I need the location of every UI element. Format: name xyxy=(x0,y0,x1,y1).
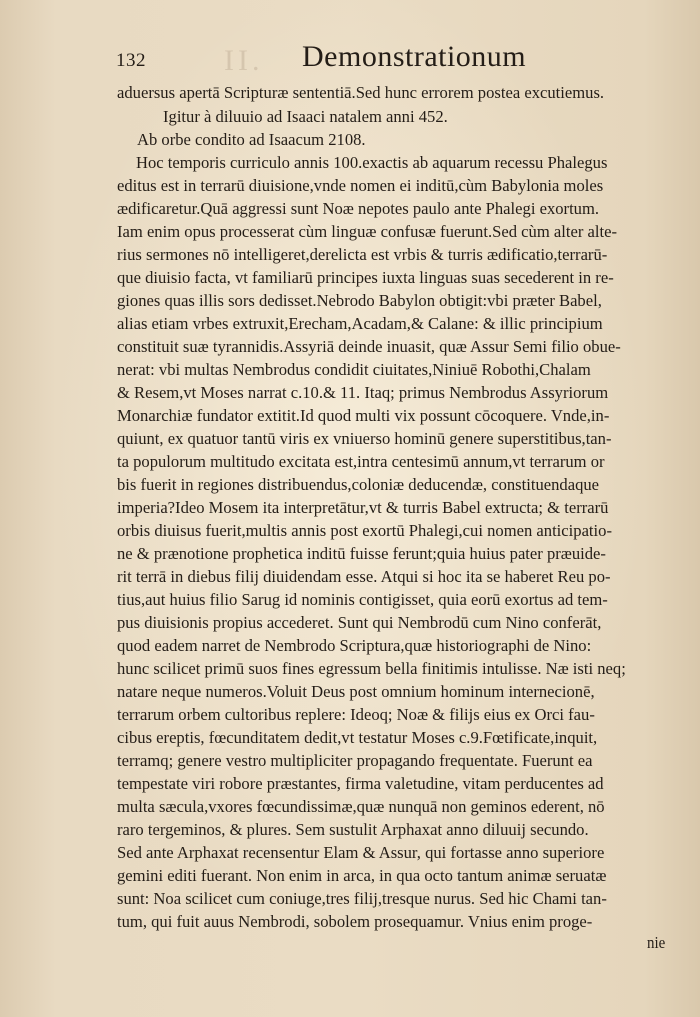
text-line: raro tergeminos, & plures. Sem sustulit Arphaxat anno diluuij secundo. xyxy=(117,820,589,839)
text-line: sunt: Noa scilicet cum coniuge,tres filij,tresque nurus. Sed hic Chami tan- xyxy=(117,889,607,908)
text-line: & Resem,vt Moses narrat c.10.& 11. Itaq; primus Nembrodus Assyriorum xyxy=(117,383,609,402)
text-line: natare neque numeros.Voluit Deus post omnium hominum internecionē, xyxy=(117,682,595,701)
text-line: tempestate viri robore præstantes, firma valetudine, vitam perducentes ad xyxy=(117,774,604,793)
text-line: rius sermones nō intelligeret,derelicta est vrbis & turris ædificatio,terrarū- xyxy=(117,245,608,264)
text-line: alias etiam vrbes extruxit,Erecham,Acadam,& Calane: & illic principium xyxy=(117,314,603,333)
text-line: tius,aut huius filio Sarug id nominis contigisset, quia eorū exortus ad tem- xyxy=(117,590,608,609)
paragraph-first-line: Hoc temporis curriculo annis 100.exactis ab aquarum recessu Phalegus xyxy=(136,153,608,172)
page-header xyxy=(112,40,672,80)
text-line: terramq; genere vestro multipliciter propagando frequentate. Fuerunt ea xyxy=(117,751,593,770)
text-line: constituit suæ tyrannidis.Assyriā deinde inuasit, quæ Assur Semi filio obue- xyxy=(117,337,621,356)
text-line: imperia?Ideo Mosem ita interpretātur,vt & turris Babel extructa; & terrarū xyxy=(117,498,609,517)
text-line: tum, qui fuit auus Nembrodi, sobolem prosequamur. Vnius enim proge- xyxy=(117,912,593,931)
bleed-through-mark: II. xyxy=(224,44,264,77)
text-line: quod eadem narret de Nembrodo Scriptura,quæ historiographi de Nino: xyxy=(117,636,592,655)
text-line: ne & prænotione prophetica inditū fuisse ferunt;quia huius pater præuide- xyxy=(117,544,606,563)
text-line: aduersus apertā Scripturæ sententiā.Sed hunc errorem postea excutiemus. xyxy=(117,83,605,102)
text-line: Monarchiæ fundator extitit.Id quod multi vix possunt cōcoquere. Vnde,in- xyxy=(117,406,610,425)
body-text xyxy=(117,80,665,1010)
text-line: terrarum orbem cultoribus replere: Ideoq; Noæ & filijs eius ex Orci fau- xyxy=(117,705,595,724)
page-number: 132 xyxy=(116,50,146,71)
text-line: Ab orbe condito ad Isaacum 2108. xyxy=(137,130,366,149)
catchword: nie xyxy=(647,933,666,952)
text-line: orbis diuisus fuerit,multis annis post exortū Phalegi,cui nomen anticipatio- xyxy=(117,521,612,540)
text-line: nerat: vbi multas Nembrodus condidit ciuitates,Niniuē Robothi,Chalam xyxy=(117,360,591,379)
text-line: editus est in terrarū diuisione,vnde nomen ei inditū,cùm Babylonia moles xyxy=(117,176,604,195)
running-title: Demonstrationum xyxy=(302,40,527,73)
text-line: giones quas illis sors dedisset.Nebrodo Babylon obtigit:vbi præter Babel, xyxy=(117,291,602,310)
text-line: Igitur à diluuio ad Isaaci natalem anni 452. xyxy=(163,107,448,126)
text-line: gemini editi fuerant. Non enim in arca, in qua octo tantum animæ seruatæ xyxy=(117,866,607,885)
text-line: hunc scilicet primū suos fines egressum bella finitimis intulisse. Næ isti neq; xyxy=(117,659,626,678)
text-line: multa sæcula,vxores fœcundissimæ,quæ nunquā non geminos ederent, nō xyxy=(117,797,605,816)
text-line: Sed ante Arphaxat recensentur Elam & Assur, qui fortasse anno superiore xyxy=(117,843,605,862)
text-line: cibus ereptis, fœcunditatem dedit,vt testatur Moses c.9.Fœtificate,inquit, xyxy=(117,728,598,747)
text-line: Iam enim opus processerat cùm linguæ confusæ fuerunt.Sed cùm alter alte- xyxy=(117,222,617,241)
text-line: ædificaretur.Quā aggressi sunt Noæ nepotes paulo ante Phalegi exortum. xyxy=(117,199,600,218)
text-line: rit terrā in diebus filij diuidendam esse. Atqui si hoc ita se haberet Reu po- xyxy=(117,567,611,586)
text-line: que diuisio facta, vt familiarū principes iuxta linguas suas secederent in re- xyxy=(117,268,614,287)
text-line: pus diuisionis propius accederet. Sunt qui Nembrodū cum Nino conferāt, xyxy=(117,613,602,632)
text-line: quiunt, ex quatuor tantū viris ex vniuerso hominū genere superstitibus,tan- xyxy=(117,429,612,448)
text-line: bis fuerit in regiones distribuendus,coloniæ deducendæ, constituendaque xyxy=(117,475,600,494)
text-line: ta populorum multitudo excitata est,intra centesimū annum,vt terrarum or xyxy=(117,452,605,471)
